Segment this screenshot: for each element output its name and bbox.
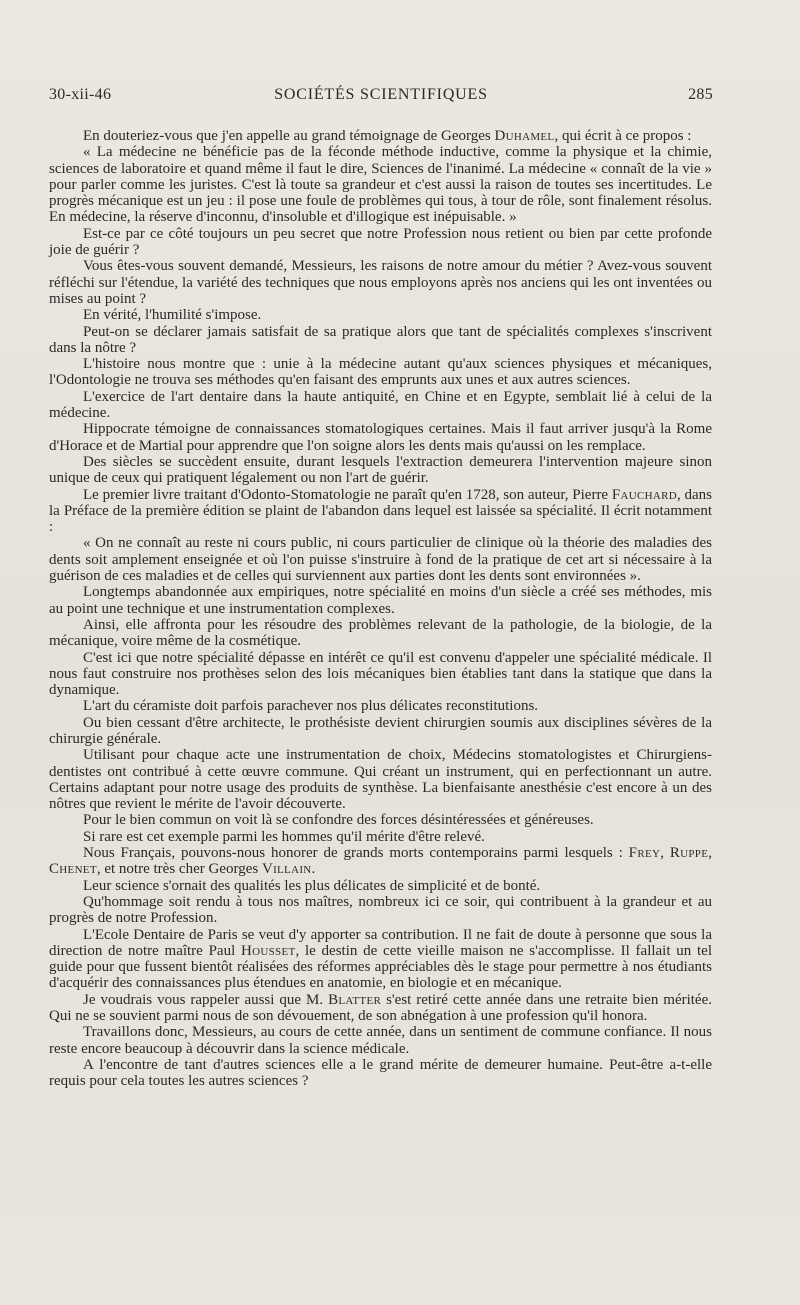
paragraph [49,454,712,487]
text-run: , et notre très cher Georges [96,861,262,878]
paragraph [49,324,712,357]
text-run: , dans la Préface de la première édition se plaint de l'abandon dans lequel est laissée sa spécialité. Il écrit notamment : [49,486,712,536]
paragraph [49,535,712,584]
text-run: Je voudrais vous rappeler aussi que M. [83,991,329,1008]
author-name: Chenet [49,861,97,878]
text-run: L'histoire nous montre que : unie à la médecine autant qu'aux sciences physiques et mécaniques, l'Odontologie ne trouva ses méthodes qu'en faisant des emprunts aux unes et aux autres sciences. [49,356,712,389]
text-run: Des siècles se succèdent ensuite, durant lesquels l'extraction demeurera l'intervention majeure sinon unique de ceux qui pratiquent légalement ou non l'art de guérir. [49,453,712,487]
author-name: Villain [261,861,312,878]
text-run: En douteriez-vous que j'en appelle au grand témoignage de Georges [83,128,495,144]
text-run: A l'encontre de tant d'autres sciences elle a le grand mérite de demeurer humaine. Peut-être a-t-elle requis pour cela toutes les autres sciences ? [49,1056,712,1090]
text-run: Ou bien cessant d'être architecte, le prothésiste devient chirurgien soumis aux disciplines sévères de la chirurgie générale. [49,714,712,747]
paragraph [49,421,712,454]
text-run: « On ne connaît au reste ni cours public, ni cours particulier de clinique où la théorie des maladies des dents soit amplement enseignée et où l'on puisse s'instruire à fond de la pratique de cet art si nécessaire à la guérison de ces maladies et de celles qui surviennent aux parties dont les dents sont environnées ». [49,535,712,585]
paragraph [49,389,712,422]
paragraph [49,747,712,812]
text-run: Peut-on se déclarer jamais satisfait de sa pratique alors que tant de spécialités complexes s'inscrivent dans la nôtre ? [49,323,712,356]
paragraph [49,878,712,894]
paragraph [49,617,712,650]
text-run: Vous êtes-vous souvent demandé, Messieurs, les raisons de notre amour du métier ? Avez-vous souvent réfléchi sur l'étendue, la variété des techniques que nous employons après nos anciens qui les ont inventées ou mises au point ? [49,258,712,307]
text-run: Si rare est cet exemple parmi les hommes qu'il mérite d'être relevé. [83,828,485,845]
text-run: Qu'hommage soit rendu à tous nos maîtres, nombreux ici ce soir, qui contribuent à la grandeur et au progrès de notre Profession. [49,893,712,927]
text-run: « La médecine ne bénéficie pas de la féconde méthode inductive, comme la physique et la chimie, sciences de laboratoire et quand même il faut le dire, Sciences de l'inanimé. La médecine « connaît de la vie » pour parler comme les juristes. C'est là toute sa grandeur et c'est aussi la raison de toutes ses incertitudes. Le progrès mécanique est un jeu : il pose une foule de problèmes qui tous, à tour de rôle, sont finalement résolus. En médecine, la réserve d'inconnu, d'insoluble et d'illogique est inépuisable. » [49,144,712,226]
text-run: Longtemps abandonnée aux empiriques, notre spécialité en moins d'un siècle a créé ses méthodes, mis au point une technique et une instrumentation complexes. [49,584,712,617]
text-run: Pour le bien commun on voit là se confondre des forces désintéressées et généreuses. [83,812,594,829]
text-run: Hippocrate témoigne de connaissances stomatologiques certaines. Mais il faut arriver jusqu'à la Rome d'Horace et de Martial pour apprendre que l'on soigne alors les dents mais qu'aussi on les remplace. [49,421,712,454]
text-run: Utilisant pour chaque acte une instrumentation de choix, Médecins stomatologistes et Chirurgiens-dentistes ont contribué à cette œuvre commune. Qui créant un instrument, qui en perfectionnant un autre. Certains adaptant pour notre usage des produits de synthèse. La bienfaisante anesthésie c'est encore à un des nôtres que revient le mérite de l'avoir découverte. [49,747,712,813]
paragraph [49,698,712,714]
text-run: L'art du céramiste doit parfois parachever nos plus délicates reconstitutions. [83,698,539,715]
text-run: . [311,861,316,878]
body-text [49,128,712,1090]
paragraph [49,226,712,259]
text-run: Le premier livre traitant d'Odonto-Stomatologie ne paraît qu'en 1728, son auteur, Pierre [83,486,612,503]
text-run: L'Ecole Dentaire de Paris se veut d'y apporter sa contribution. Il ne fait de doute à personne que sous la direction de notre maître Paul [49,926,712,959]
author-name: Frey [628,845,661,862]
text-run: L'exercice de l'art dentaire dans la haute antiquité, en Chine et en Egypte, semblait lié à celui de la médecine. [49,388,712,422]
text-run: En vérité, l'humilité s'impose. [83,307,262,324]
author-name: Blatter [328,991,382,1008]
paragraph [49,829,712,845]
paragraph [49,927,712,992]
text-run: Travaillons donc, Messieurs, au cours de cette année, dans un sentiment de commune confiance. Il nous reste encore beaucoup à découvrir dans la science médicale. [49,1024,712,1057]
paragraph [49,356,712,389]
paragraph [49,487,712,536]
text-run: , qui écrit à ce propos : [554,128,692,144]
paragraph [49,1057,712,1090]
paragraph [49,258,712,307]
text-run: C'est ici que notre spécialité dépasse en intérêt ce qu'il est convenu d'appeler une spécialité médicale. Il nous faut construire nos prothèses selon des lois mécaniques bien établies tant dans la statique que dans la dynamique. [49,649,712,699]
page-number: 285 [688,86,713,103]
author-name: Ruppe [669,845,709,862]
text-run: Est-ce par ce côté toujours un peu secret que notre Profession nous retient ou bien par cette profonde joie de guérir ? [49,225,712,259]
paragraph [49,812,712,828]
text-run: , [708,845,712,862]
paragraph [49,845,712,878]
paragraph [49,650,712,699]
paragraph [49,144,712,225]
text-run: Nous Français, pouvons-nous honorer de grands morts contemporains parmi lesquels : [83,845,629,862]
paragraph [49,1024,712,1057]
paragraph [49,894,712,927]
text-run: , [660,845,670,862]
paragraph [49,715,712,748]
author-name: Duhamel [494,128,555,144]
paragraph [49,584,712,617]
running-head [49,86,713,108]
header-date: 30-xii-46 [49,86,112,103]
text-run: Leur science s'ornait des qualités les plus délicates de simplicité et de bonté. [83,877,541,894]
author-name: Fauchard [611,486,677,503]
paragraph [49,992,712,1025]
author-name: Housset [241,942,296,959]
text-run: Ainsi, elle affronta pour les résoudre des problèmes relevant de la pathologie, de la biologie, de la mécanique, voire même de la cosmétique. [49,616,712,650]
text-run: s'est retiré cette année dans une retraite bien méritée. Qui ne se souvient parmi nous de son dévouement, de son abnégation à une profession qu'il honora. [49,991,712,1025]
text-run: , le destin de cette vieille maison ne s'accomplisse. Il fallait un tel guide pour que fussent bientôt réalisées des réformes appréciables dès le stage pour permettre à nos étudiants d'acquérir des connaissances plus étendues en anatomie, en biologie et en mécanique. [49,942,713,992]
paragraph [49,307,712,323]
paragraph [49,128,712,144]
header-title: SOCIÉTÉS SCIENTIFIQUES [274,86,488,103]
